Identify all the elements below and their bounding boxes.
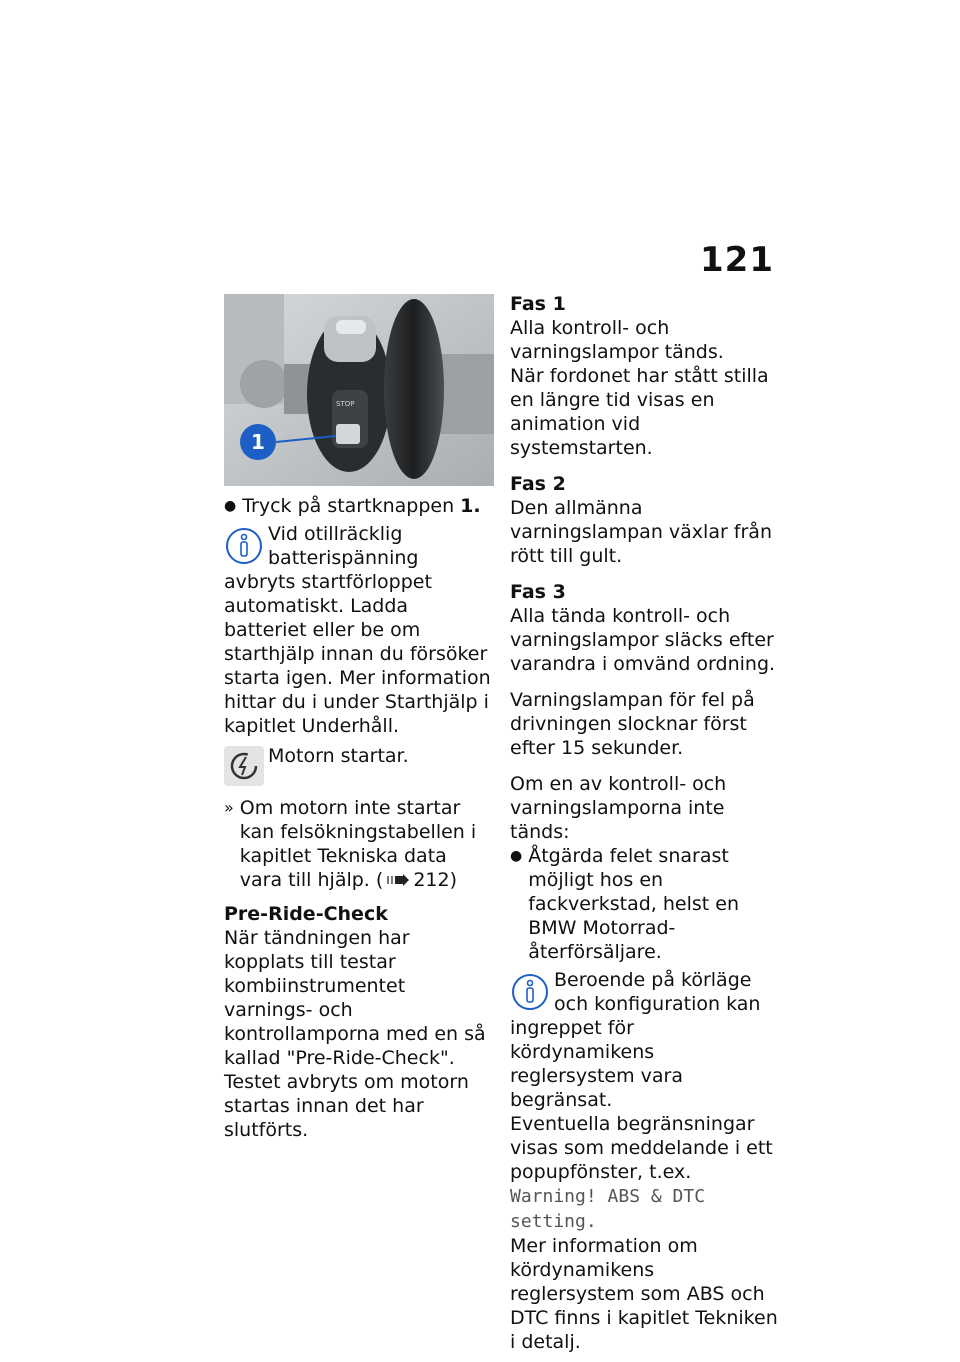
fas3-section <box>510 580 782 676</box>
result-text: Om motorn inte startar kan felsökningstabellen i kapitlet Tekniska data vara till hjälp. <box>239 797 477 891</box>
pre-ride-check-section <box>224 902 494 1142</box>
warning-text: Varningslampan för fel på drivningen slocknar först efter 15 sekunder. <box>510 689 755 759</box>
fas1-text-2: När fordonet har stått stilla en längre tid visas en animation vid systemstarten. <box>510 365 769 459</box>
bullet-fix-text: Åtgärda felet snarast möjligt hos en fackverkstad, helst en BMW Motorrad-återförsäljare. <box>528 845 740 963</box>
fas1-text: Alla kontroll- och varningslampor tänds. <box>510 317 724 363</box>
figure-callout-1: 1 <box>251 430 265 454</box>
info-battery-text: Vid otillräcklig batterispänning avbryts startförloppet automatiskt. Ladda batteriet eller be om starthjälp innan du försöker starta igen. Mer information hittar du i under Starthjälp i kapitlet Underhåll. <box>224 523 491 737</box>
info-icon <box>224 526 264 566</box>
not-lit-section <box>510 772 782 964</box>
fas1-heading: Fas 1 <box>510 293 566 315</box>
bullet-fix <box>510 844 782 964</box>
warning-section <box>510 688 782 760</box>
page-number: 121 <box>700 240 774 280</box>
fas3-text: Alla tända kontroll- och varningslampor släcks efter varandra i omvänd ordning. <box>510 605 776 675</box>
info-mode-text: Beroende på körläge och konfiguration kan ingreppet för kördynamikens reglersystem vara begränsat. <box>510 969 761 1111</box>
result-troubleshoot <box>224 796 494 892</box>
right-column <box>510 292 782 1360</box>
fas2-heading: Fas 2 <box>510 473 566 495</box>
bullet-startknapp <box>224 494 494 518</box>
info-mode-text-3: Mer information om kördynamikens reglersystem som ABS och DTC finns i kapitlet Tekniken i detalj. <box>510 1235 778 1353</box>
page-ref-open: ( <box>375 869 384 891</box>
engine-start-icon <box>224 746 264 786</box>
info-battery <box>224 522 494 738</box>
bullet-dot: ● <box>510 848 523 864</box>
not-lit-text: Om en av kontroll- och varningslamporna inte tänds: <box>510 773 727 843</box>
svg-text:STOP: STOP <box>336 400 355 408</box>
fas1-section <box>510 292 782 460</box>
pre-ride-heading: Pre-Ride-Check <box>224 903 388 925</box>
motor-starts-block <box>224 744 494 786</box>
handlebar-illustration <box>224 294 494 486</box>
info-drive-mode <box>510 968 782 1354</box>
handlebar-switch-photo <box>224 294 494 486</box>
info-mode-text-2: Eventuella begränsningar visas som meddelande i ett popupfönster, t.ex. <box>510 1113 773 1183</box>
bullet-dot: ● <box>224 498 237 514</box>
fas3-heading: Fas 3 <box>510 581 566 603</box>
warning-message-code: Warning! ABS & DTC setting. <box>510 1186 706 1232</box>
page-reference-arrow-icon <box>387 874 409 886</box>
page-ref-number: 212) <box>413 869 458 891</box>
fas2-section <box>510 472 782 568</box>
info-icon <box>510 972 550 1012</box>
bullet-startknapp-ref: 1. <box>460 495 481 517</box>
fas2-text: Den allmänna varningslampan växlar från rött till gult. <box>510 497 772 567</box>
bullet-startknapp-text: Tryck på startknappen <box>242 495 455 517</box>
result-arrow-icon: » <box>224 798 234 817</box>
pre-ride-text: När tändningen har kopplats till testar kombiinstrumentet varnings- och kontrollamporna med en så kallad "Pre-Ride-Check". Testet avbryts om motorn startas innan det har slutförts. <box>224 927 486 1141</box>
motor-starts-text: Motorn startar. <box>268 745 409 767</box>
left-column <box>224 294 494 1154</box>
page-reference-link[interactable] <box>376 868 457 892</box>
